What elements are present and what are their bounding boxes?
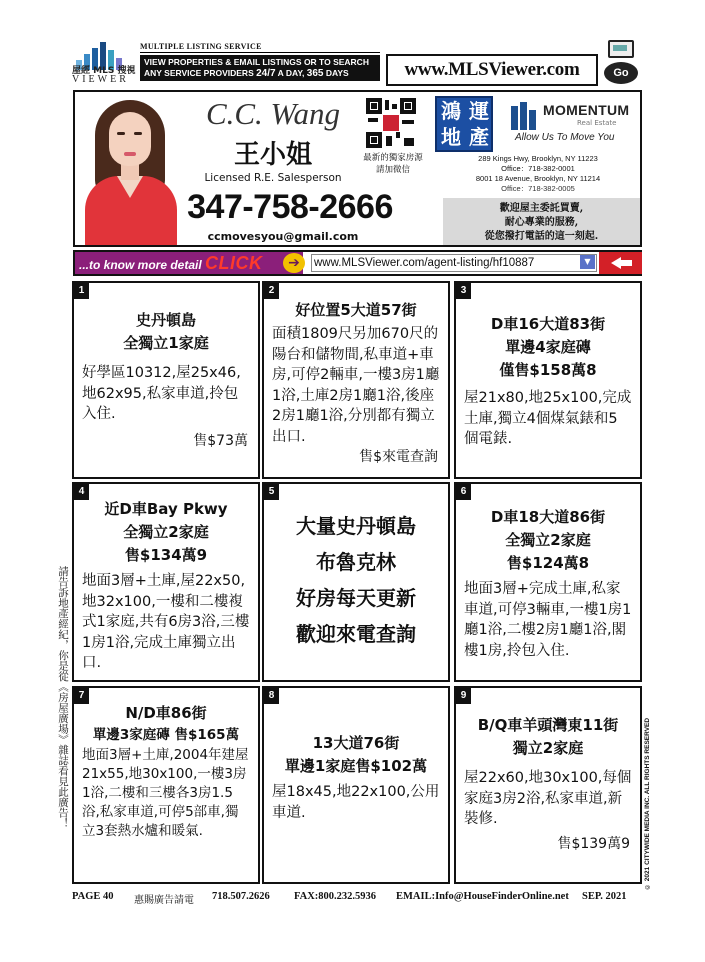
listing-title: 全獨立1家庭 bbox=[123, 334, 209, 352]
masthead bbox=[70, 38, 642, 86]
agent-photo bbox=[81, 98, 181, 246]
listing-title: D車16大道83街 bbox=[490, 315, 606, 333]
listing-title: 全獨立2家庭 bbox=[505, 531, 591, 549]
promo-line: 布魯克林 bbox=[316, 550, 396, 574]
listing-title: 單邊4家庭磚 bbox=[505, 338, 591, 356]
listing-description: 地面3層+完成土庫,私家車道,可停3輛車,一樓1房1廳1浴,二樓2房1廳1浴,閣樓1房,拎包入住. bbox=[464, 581, 632, 659]
listing-card-8 bbox=[262, 686, 450, 884]
office-addresses: 289 Kings Hwy, Brooklyn, NY 11223 Office：718-382-0001 8001 18 Avenue, Brooklyn, NY 11214 Office：718-382-0005 bbox=[475, 154, 601, 193]
listing-price: 售$139萬9 bbox=[557, 835, 630, 852]
listing-title: 13大道76街 bbox=[312, 734, 400, 752]
listing-number: 3 bbox=[456, 283, 471, 299]
listing-description: 地面3層+土庫,屋22x50,地32x100,一樓和二樓複式1家庭,共有6房3浴,三樓1房1浴,完成土庫獨立出口. bbox=[82, 573, 250, 671]
service-banner bbox=[140, 42, 380, 81]
listing-description: 面積1809尺另加670尺的陽台和儲物間,私車道+車房,可停2輛車,一樓3房1廳1浴,土庫2房1廳1浴,後座2房1廳1浴,分別都有獨立出口. bbox=[272, 326, 440, 445]
listing-card-3 bbox=[454, 281, 642, 479]
listing-description: 屋18x45,地22x100,公用車道. bbox=[272, 784, 440, 821]
copyright-note: © 2021 CITYWIDE MEDIA INC. ALL RIGHTS RESERVED bbox=[644, 717, 651, 890]
monitor-icon bbox=[608, 40, 634, 58]
chevron-down-icon[interactable]: ▼ bbox=[580, 255, 595, 269]
listing-price: 售$73萬 bbox=[193, 432, 248, 449]
listing-title: 獨立2家庭 bbox=[512, 739, 584, 757]
mls-viewer-logo bbox=[70, 40, 136, 86]
agent-name-chinese: 王小姐 bbox=[233, 140, 312, 170]
page-number: PAGE 40 bbox=[72, 891, 114, 902]
listing-number: 6 bbox=[456, 484, 471, 500]
arrow-right-icon[interactable]: ➔ bbox=[283, 253, 305, 273]
listing-title: 單邊3家庭磚 售$165萬 bbox=[92, 727, 240, 743]
qr-caption: 最新的獨家房源 請加微信 bbox=[363, 153, 423, 175]
listing-title: 僅售$158萬8 bbox=[499, 361, 597, 379]
footer-phone[interactable]: 718.507.2626 bbox=[212, 891, 270, 902]
promo-line: 歡迎來電查詢 bbox=[296, 622, 416, 646]
ad-hotline-label: 惠賜廣告請電 bbox=[134, 895, 194, 906]
listing-card-9 bbox=[454, 686, 642, 884]
listing-number: 4 bbox=[74, 484, 89, 500]
listing-number: 9 bbox=[456, 688, 471, 704]
back-arrow-icon[interactable] bbox=[599, 252, 642, 274]
wechat-qr-code-icon[interactable] bbox=[366, 98, 416, 148]
promo-line: 好房每天更新 bbox=[296, 586, 416, 610]
listing-title: 售$134萬9 bbox=[124, 546, 208, 564]
listing-description: 地面3層+土庫,2004年建屋21x55,地30x100,一樓3房1浴,二樓和三樓各3房1.5浴,私家車道,可停5部車,獨立3套熱水爐和暖氣. bbox=[82, 747, 249, 839]
promo-line: 大量史丹頓島 bbox=[296, 514, 416, 538]
agent-email[interactable]: ccmovesyou@gmail.com bbox=[207, 230, 359, 243]
detail-link-bar bbox=[73, 250, 642, 276]
service-strip: VIEW PROPERTIES & EMAIL LISTINGS OR TO SEARCH ANY SERVICE PROVIDERS 24/7 A DAY, 365 DAYS bbox=[140, 55, 380, 81]
listing-description: 屋22x60,地30x100,每個家庭3房2浴,私家車道,新裝修. bbox=[464, 770, 632, 827]
agent-name-english: C.C. Wang bbox=[205, 96, 341, 131]
footer-fax: FAX:800.232.5936 bbox=[294, 891, 377, 902]
page-footer bbox=[72, 889, 644, 907]
listing-number: 2 bbox=[264, 283, 279, 299]
listing-number: 8 bbox=[264, 688, 279, 704]
listing-description: 好學區10312,屋25x46,地62x95,私家車道,拎包入住. bbox=[82, 365, 241, 422]
issue-date: SEP. 2021 bbox=[582, 891, 627, 902]
momentum-building-icon bbox=[509, 102, 539, 130]
listing-title: 好位置5大道57街 bbox=[295, 301, 417, 319]
listing-card-7 bbox=[72, 686, 260, 884]
listing-title: 全獨立2家庭 bbox=[123, 523, 209, 541]
agent-license: Licensed R.E. Salesperson bbox=[204, 172, 342, 184]
welcome-message: 歡迎屋主委託買賣, 耐心專業的服務, 從您撥打電話的這一刻起. bbox=[443, 198, 640, 246]
listing-card-6 bbox=[454, 482, 642, 682]
agent-phone[interactable]: 347-758-2666 bbox=[187, 188, 393, 226]
logo-cn-text: 屋經 MLS 搜視 bbox=[72, 66, 136, 76]
listing-card-1 bbox=[72, 281, 260, 479]
referral-note: 請告訴地產經紀，你是從《房屋廣場》雜誌看見此廣告！ bbox=[57, 566, 69, 829]
listing-title: 售$124萬8 bbox=[506, 554, 590, 572]
listing-title: 近D車Bay Pkwy bbox=[104, 500, 228, 518]
listing-url-field[interactable]: www.MLSViewer.com/agent-listing/hf10887 bbox=[311, 254, 597, 272]
listing-title: 史丹頓島 bbox=[135, 311, 196, 329]
listing-card-5 bbox=[262, 482, 450, 682]
service-title: MULTIPLE LISTING SERVICE bbox=[140, 42, 380, 53]
hongyun-realty-badge: 鴻 運 地 產 bbox=[435, 96, 493, 152]
listing-card-4 bbox=[72, 482, 260, 682]
agent-card bbox=[73, 90, 642, 247]
listing-price: 售$來電查詢 bbox=[359, 449, 438, 465]
logo-viewer-text: VIEWER bbox=[72, 74, 129, 85]
site-url-box[interactable]: www.MLSViewer.com bbox=[386, 54, 598, 86]
listing-number: 1 bbox=[74, 283, 89, 299]
listing-card-2 bbox=[262, 281, 450, 479]
listing-title: B/Q車羊頭灣東11街 bbox=[477, 716, 619, 734]
listing-title: 單邊1家庭售$102萬 bbox=[284, 757, 428, 775]
footer-email[interactable]: EMAIL:Info@HouseFinderOnline.net bbox=[396, 891, 569, 902]
listing-description: 屋21x80,地25x100,完成土庫,獨立4個煤氣錶和5個電錶. bbox=[464, 390, 632, 447]
listing-number: 7 bbox=[74, 688, 89, 704]
go-button[interactable]: Go bbox=[600, 38, 642, 86]
momentum-logo: MOMENTUM Real Estate Allow Us To Move You bbox=[507, 98, 627, 150]
listing-title: N/D車86街 bbox=[125, 704, 207, 722]
listing-number: 5 bbox=[264, 484, 279, 500]
click-prompt[interactable]: ...to know more detail CLICK bbox=[75, 252, 303, 274]
listing-title: D車18大道86街 bbox=[490, 508, 606, 526]
